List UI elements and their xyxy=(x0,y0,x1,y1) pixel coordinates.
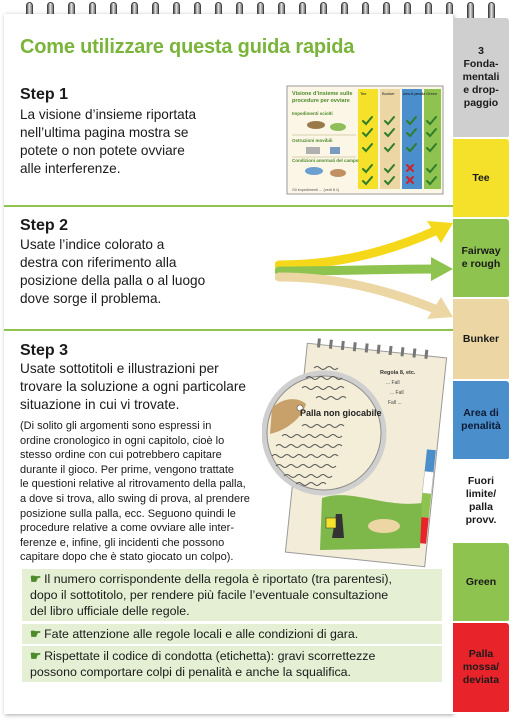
tip-conduct xyxy=(22,646,442,682)
overview-col-penalty xyxy=(402,89,422,189)
tab-label: Fairway e rough xyxy=(461,245,501,270)
tab-area-penalita[interactable] xyxy=(453,381,509,461)
step-2-line: destra con riferimento alla xyxy=(20,255,177,270)
tab-green[interactable] xyxy=(453,543,509,623)
step-1-line: La visione d’insieme riportata xyxy=(20,107,197,122)
tip-text: Il numero corrispondente della regola è riportato (tra parentesi), xyxy=(44,572,392,586)
step-3-line: trovare la soluzione a ogni particolare xyxy=(20,379,246,394)
pointing-hand-icon: ☛ xyxy=(30,572,42,586)
tab-bunker[interactable] xyxy=(453,299,509,381)
overview-table-figure xyxy=(286,85,446,197)
tip-line xyxy=(30,626,436,642)
tab-label: Green xyxy=(465,575,497,588)
tab-fairway-rough[interactable] xyxy=(453,219,509,299)
tip-line: del libro ufficiale delle regole. xyxy=(30,604,190,618)
magnifier-heading: Palla non giocabile xyxy=(300,408,382,418)
corner-text-line: ... Fall xyxy=(390,390,404,396)
leaf-illustration xyxy=(330,123,346,131)
tab-label: Palla mossa/ deviata xyxy=(462,648,500,686)
page-title: Come utilizzare questa guida rapida xyxy=(20,36,355,58)
tab-fondamentali[interactable] xyxy=(453,18,509,139)
tip-text: Rispettate il codice di condotta (etichetta): gravi scorrettezze xyxy=(44,649,376,663)
section-divider xyxy=(4,329,453,331)
note-line: posizione sulla palla, ecc. Seguono quindi le xyxy=(20,507,236,520)
direction-arrows-figure xyxy=(275,213,455,323)
overview-col-label: Bunker xyxy=(382,91,395,96)
tip-text: Fate attenzione alle regole locali e alle condizioni di gara. xyxy=(44,627,359,641)
tip-line xyxy=(30,648,436,664)
corner-text-line: ... Fall xyxy=(386,380,400,386)
overview-col-bunker xyxy=(380,89,400,189)
step-3-line: situazione in cui vi trovate. xyxy=(20,397,180,412)
step-2-line: dove sorge il problema. xyxy=(20,291,162,306)
tab-label: Tee xyxy=(472,171,490,184)
overview-title-line: Visione d’insieme sulle xyxy=(292,91,353,97)
overview-col-green xyxy=(424,89,441,189)
tip-line xyxy=(30,571,436,587)
step-1-line: nell’ultima pagina mostra se xyxy=(20,125,189,140)
note-line: durante il gioco. Per prime, vengono trattate xyxy=(20,463,235,476)
tip-local-rules xyxy=(22,624,442,644)
tab-label: Bunker xyxy=(462,332,500,345)
step-1-text xyxy=(20,106,196,178)
tip-rule-number xyxy=(22,569,442,621)
step-3-text xyxy=(20,360,246,414)
overview-col-label: Area di penalità xyxy=(403,92,426,96)
overview-title-line: procedure per ovviare xyxy=(292,98,350,104)
bunker-illustration xyxy=(368,519,400,533)
tab-label: Fuori limite/ palla provv. xyxy=(465,475,497,526)
note-line: le questioni relative al ritrovamento della palla, xyxy=(20,478,246,491)
arrow-to-bunker xyxy=(279,277,435,309)
overview-section: Condizioni anormali del campo xyxy=(292,158,359,163)
tip-line: possono comportare colpi di penalità e anche la squalifica. xyxy=(30,665,351,679)
branch-illustration xyxy=(307,121,325,129)
tab-palla-mossa[interactable] xyxy=(453,623,509,714)
overview-col-tee xyxy=(358,89,378,189)
note-line: (Di solito gli argomenti sono espressi in xyxy=(20,420,212,432)
tab-tee[interactable] xyxy=(453,139,509,219)
corner-text-line: Fall ... xyxy=(388,400,402,406)
step-3-heading: Step 3 xyxy=(20,342,69,359)
tab-label: Area di penalità xyxy=(461,407,501,432)
note-line: stesso ordine con cui potrebbero capitare xyxy=(20,449,222,462)
tab-fuori-limite[interactable] xyxy=(453,461,509,543)
pointing-hand-icon: ☛ xyxy=(30,627,42,641)
note-line: a dove si trova, allo swing di prova, al prendere xyxy=(20,492,250,505)
step-1-heading: Step 1 xyxy=(20,86,69,103)
step-1-line: alle interferenze. xyxy=(20,161,121,176)
note-line: ordine cronologico in ogni capitolo, cioè lo xyxy=(20,434,225,447)
tip-line: dopo il sottotitolo, per rendere più facile l’eventuale consultazione xyxy=(30,588,389,602)
step-2-heading: Step 2 xyxy=(20,217,69,234)
ground-illustration xyxy=(330,169,346,177)
step-2-text xyxy=(20,236,205,308)
step-3-line: Usate sottotitoli e illustrazioni per xyxy=(20,361,219,376)
step-1-line: potete o non potete ovviare xyxy=(20,143,185,158)
chronology-note xyxy=(20,419,258,565)
arrow-to-tee xyxy=(279,231,435,265)
pointing-hand-icon: ☛ xyxy=(30,649,42,663)
rake-illustration xyxy=(306,147,320,154)
color-index-tabs xyxy=(453,18,513,714)
tab-label: 3 Fonda- mentali e drop- paggio xyxy=(462,45,500,109)
overview-footer: Gli impedimenti ... (vedi 8.1) xyxy=(292,188,340,192)
section-divider xyxy=(4,205,453,207)
overview-section: Ostruzioni movibili xyxy=(292,138,333,143)
note-line: ferenze e, infine, gli incidenti che possono xyxy=(20,536,225,549)
step-2-line: Usate l’indice colorato a xyxy=(20,237,165,252)
overview-col-label: Green xyxy=(426,91,438,96)
arrow-head-icon xyxy=(431,257,453,281)
overview-section: Impedimenti sciolti xyxy=(292,111,333,116)
magnifier-figure xyxy=(262,338,448,570)
arrow-to-fairway xyxy=(279,269,435,271)
water-illustration xyxy=(305,167,323,175)
bottle-illustration xyxy=(330,147,340,154)
step-2-line: posizione della palla o al luogo xyxy=(20,273,206,288)
note-line: capitare dopo che è stato giocato un colpo). xyxy=(20,551,234,564)
note-line: procedure relative a come ovviare alle inter- xyxy=(20,522,234,535)
overview-col-label: Tee xyxy=(360,91,367,96)
callout-badge xyxy=(326,518,336,528)
corner-text-line: Regola 8, etc. xyxy=(380,370,416,376)
